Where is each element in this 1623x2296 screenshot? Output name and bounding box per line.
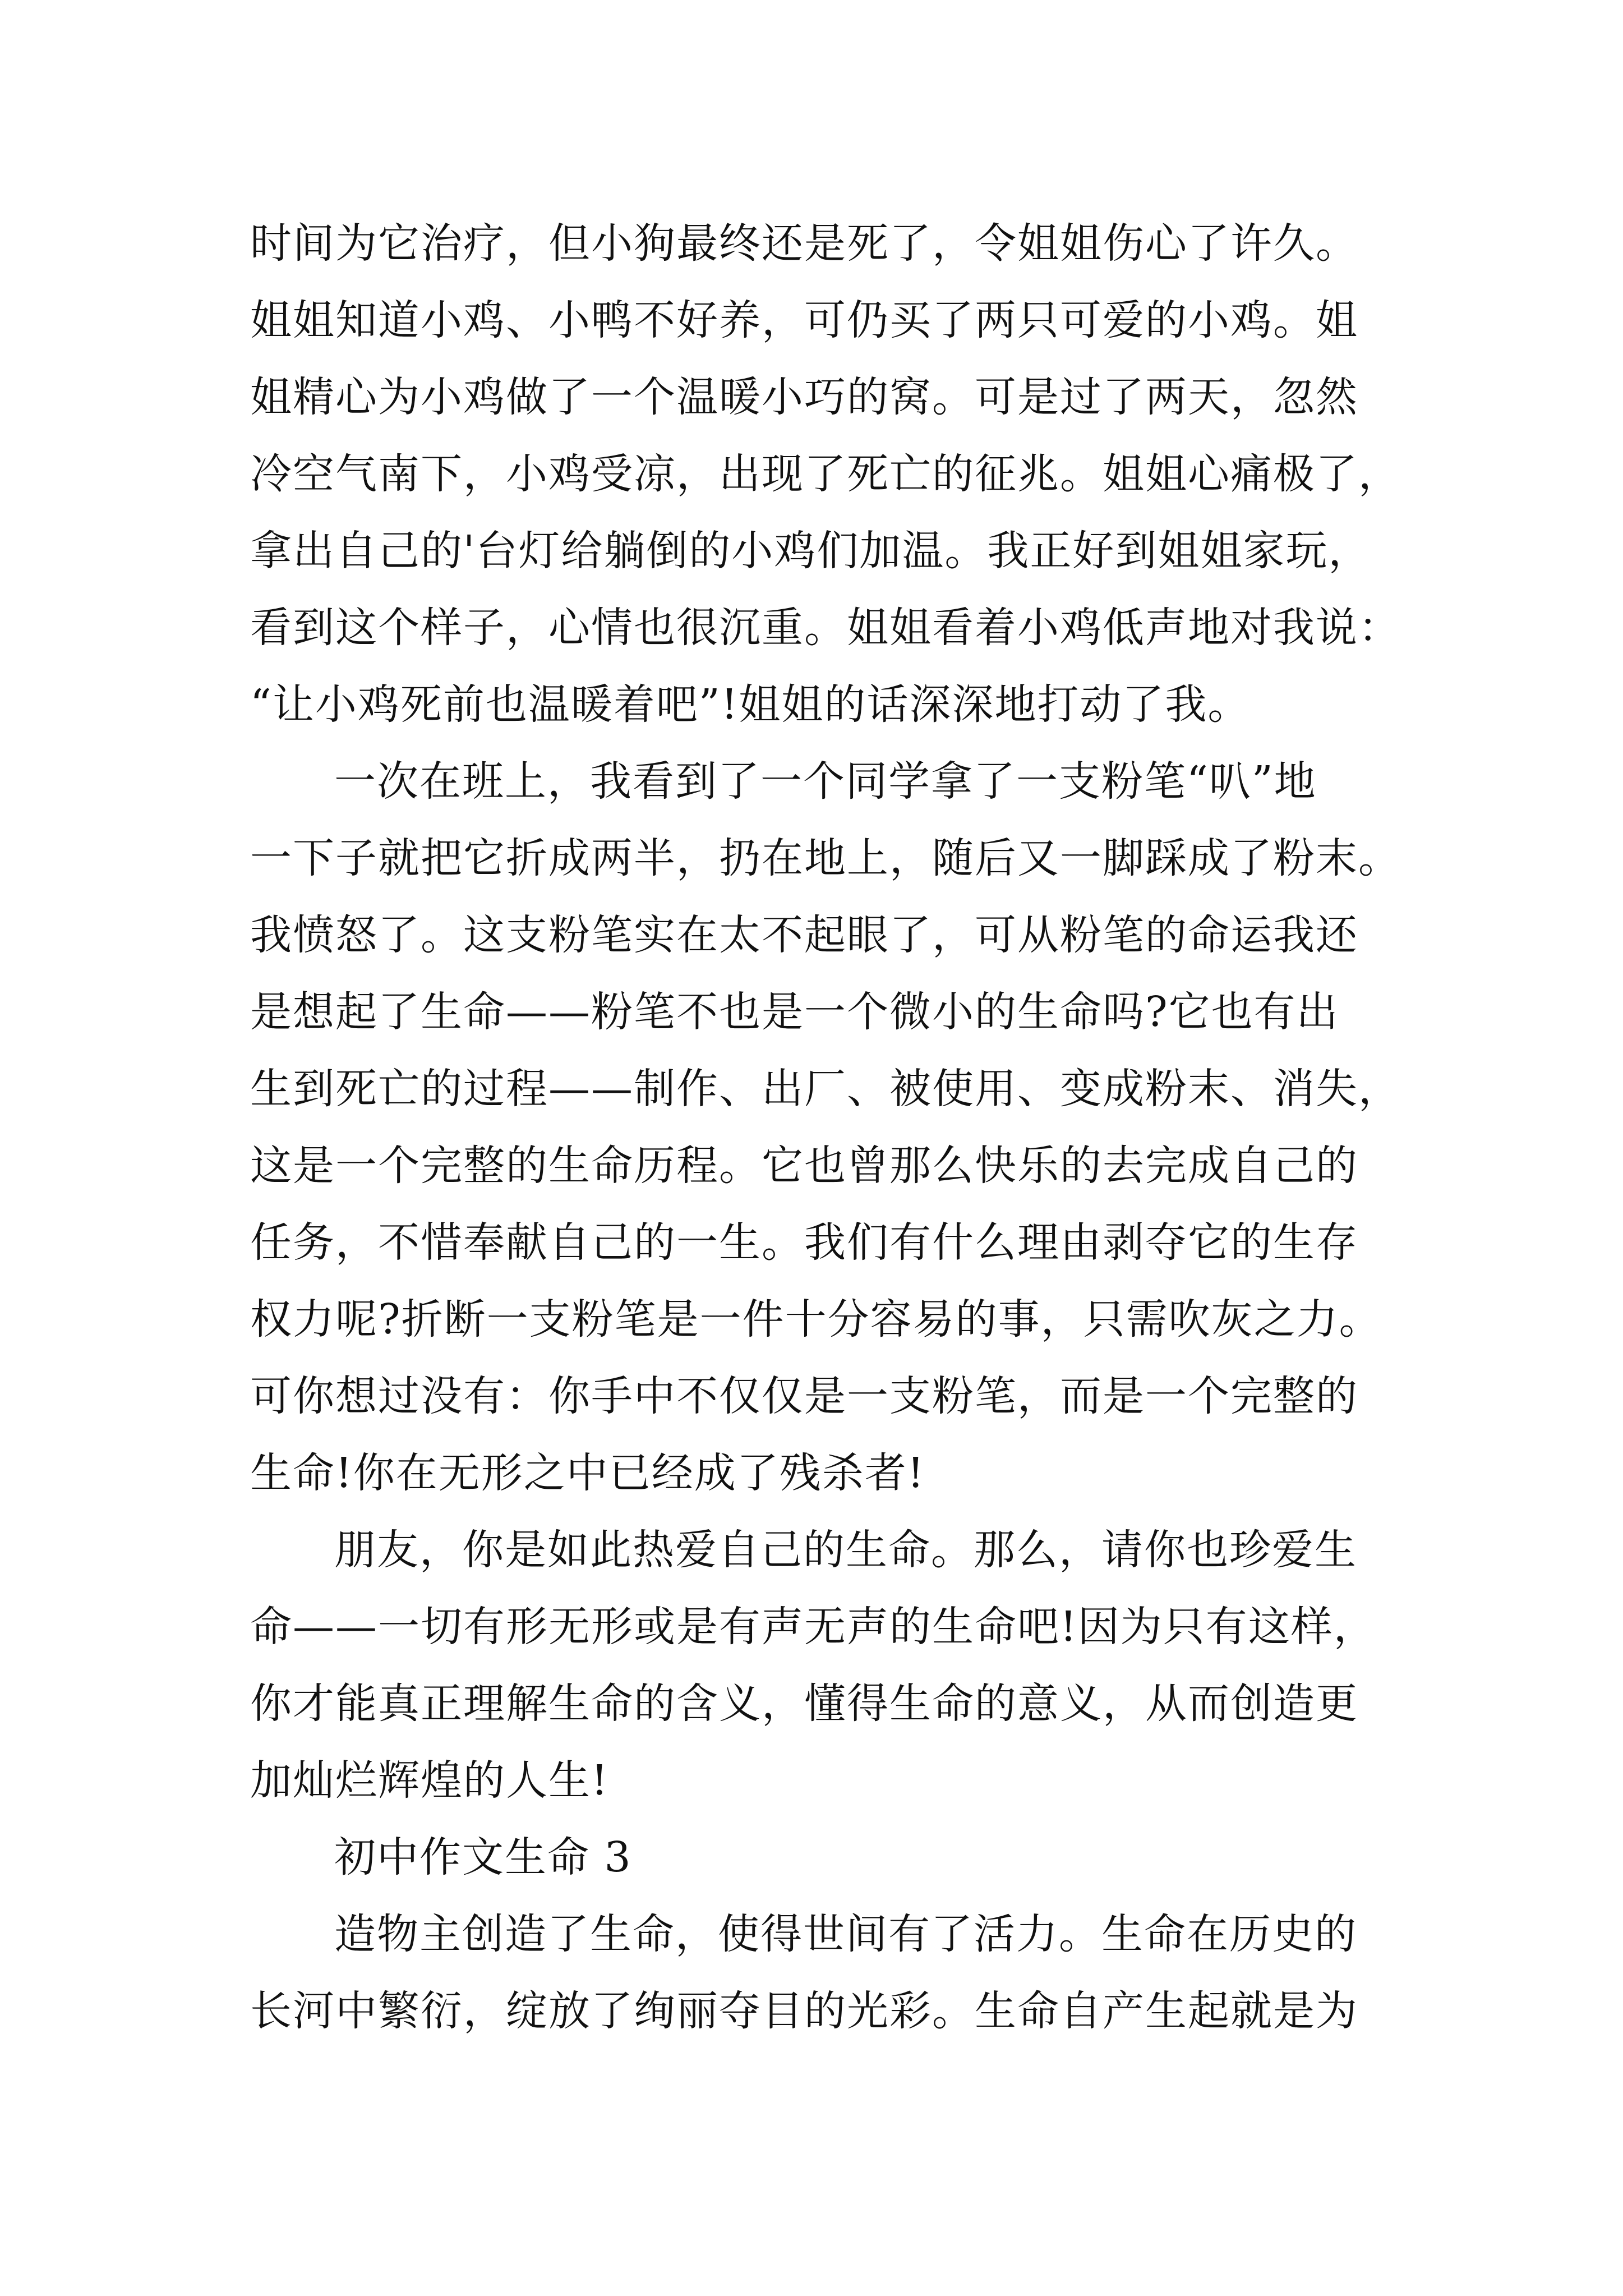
text-line: 权力呢?折断一支粉笔是一件十分容易的事，只需吹灰之力。 (250, 1295, 1382, 1343)
text-line: 看到这个样子，心情也很沉重。姐姐看着小鸡低声地对我说： (250, 604, 1401, 652)
text-line: 生到死亡的过程——制作、出厂、被使用、变成粉末、消失， (250, 1065, 1401, 1113)
text-line: 我愤怒了。这支粉笔实在太不起眼了，可从粉笔的命运我还 (250, 911, 1358, 959)
text-line: 姐姐知道小鸡、小鸭不好养，可仍买了两只可爱的小鸡。姐 (250, 296, 1358, 344)
text-line: 时间为它治疗，但小狗最终还是死了，令姐姐伤心了许久。 (250, 219, 1358, 268)
text-line: 这是一个完整的生命历程。它也曾那么快乐的去完成自己的 (250, 1142, 1358, 1190)
text-line: 你才能真正理解生命的含义，懂得生命的意义，从而创造更 (250, 1680, 1358, 1728)
text-line: 任务，不惜奉献自己的一生。我们有什么理由剥夺它的生存 (250, 1218, 1358, 1267)
text-line: 命——一切有形无形或是有声无声的生命吧!因为只有这样， (250, 1603, 1376, 1651)
paragraph-first-line: 一次在班上，我看到了一个同学拿了一支粉笔“叭”地 (334, 757, 1317, 806)
paragraph-first-line: 朋友，你是如此热爱自己的生命。那么，请你也珍爱生 (334, 1526, 1357, 1574)
section-heading: 初中作文生命 3 (334, 1833, 632, 1881)
text-line: 拿出自己的'台灯给躺倒的小鸡们加温。我正好到姐姐家玩， (250, 527, 1371, 575)
text-line: 是想起了生命——粉笔不也是一个微小的生命吗?它也有出 (250, 988, 1339, 1036)
text-line: 冷空气南下，小鸡受凉，出现了死亡的征兆。姐姐心痛极了， (250, 450, 1401, 498)
text-line: 可你想过没有：你手中不仅仅是一支粉笔，而是一个完整的 (250, 1372, 1358, 1420)
text-line: 加灿烂辉煌的人生! (250, 1756, 609, 1805)
text-line: 姐精心为小鸡做了一个温暖小巧的窝。可是过了两天，忽然 (250, 373, 1358, 421)
text-line: 生命!你在无形之中已经成了残杀者! (250, 1449, 925, 1497)
paragraph-first-line: 造物主创造了生命，使得世间有了活力。生命在历史的 (334, 1910, 1357, 1958)
text-line: 一下子就把它折成两半，扔在地上，随后又一脚踩成了粉末。 (250, 834, 1401, 882)
text-line: 长河中繁衍，绽放了绚丽夺目的光彩。生命自产生起就是为 (250, 1987, 1358, 2035)
text-line: “让小鸡死前也温暖着吧”!姐姐的话深深地打动了我。 (250, 680, 1251, 729)
